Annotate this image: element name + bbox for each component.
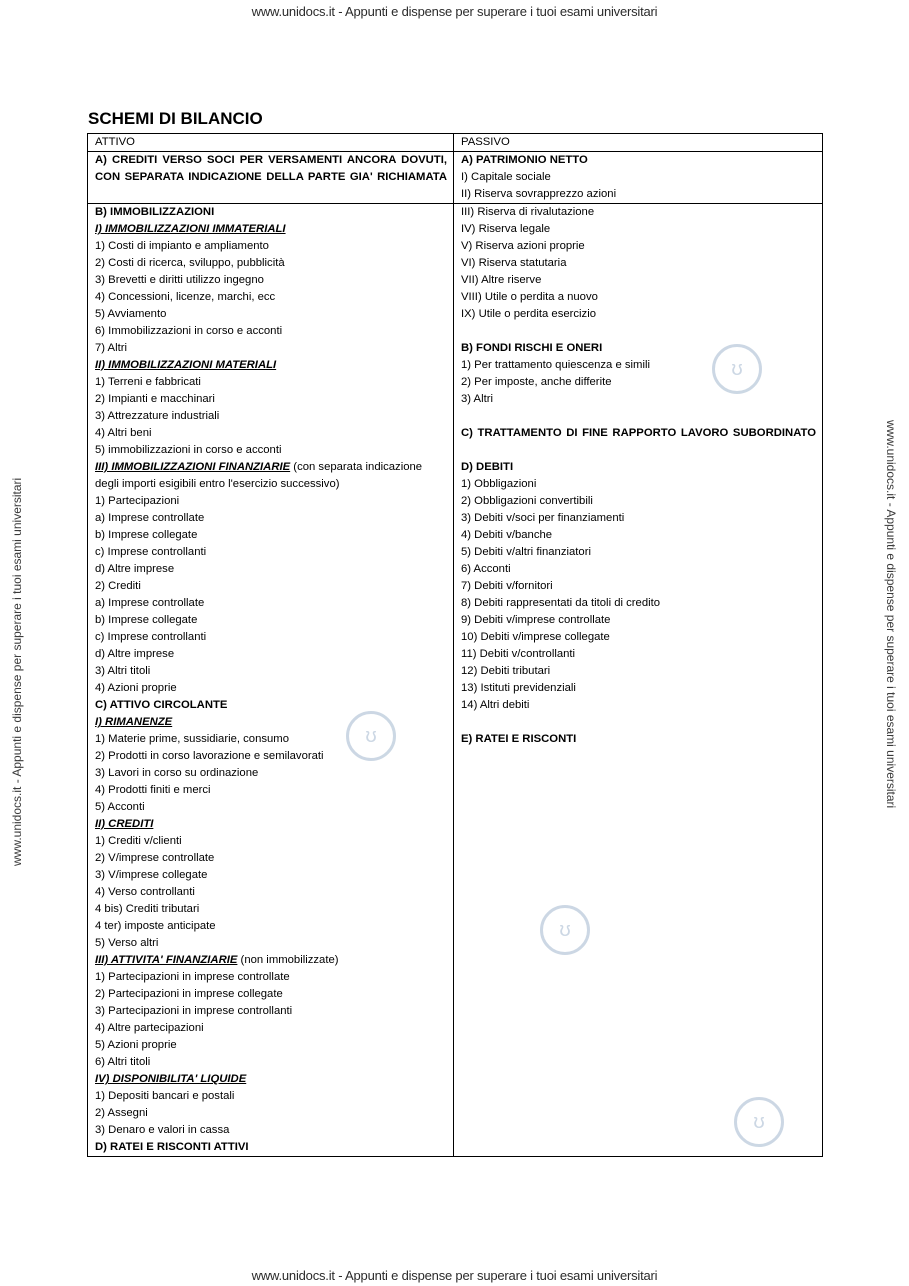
subsection-heading: II) IMMOBILIZZAZIONI MATERIALI xyxy=(95,359,277,371)
spacer xyxy=(461,323,816,340)
spacer xyxy=(461,442,816,459)
list-item: 1) Per trattamento quiescenza e simili xyxy=(461,359,650,371)
list-item: 2) Costi di ricerca, sviluppo, pubblicità xyxy=(95,257,285,269)
list-item: 3) Debiti v/soci per finanziamenti xyxy=(461,512,625,524)
right-side-watermark-text: www.unidocs.it - Appunti e dispense per superare i tuoi esami universitari xyxy=(884,420,898,809)
list-item: 3) Lavori in corso su ordinazione xyxy=(95,767,259,779)
list-item: 2) V/imprese controllate xyxy=(95,852,215,864)
list-item: 6) Acconti xyxy=(461,563,511,575)
patrimonio-netto-cell xyxy=(454,152,823,204)
list-item: 2) Per imposte, anche differite xyxy=(461,376,612,388)
list-item: 5) Azioni proprie xyxy=(95,1039,177,1051)
list-item: c) Imprese controllanti xyxy=(95,546,207,558)
list-item: 4) Altri beni xyxy=(95,427,152,439)
list-item: 6) Altri titoli xyxy=(95,1056,151,1068)
list-item: II) Riserva sovrapprezzo azioni xyxy=(461,188,617,200)
table-header-row xyxy=(88,134,823,152)
section-heading: B) IMMOBILIZZAZIONI xyxy=(95,206,215,218)
spacer xyxy=(461,408,816,425)
subsection-heading: I) IMMOBILIZZAZIONI IMMATERIALI xyxy=(95,223,286,235)
list-item: VI) Riserva statutaria xyxy=(461,257,567,269)
list-item: 3) V/imprese collegate xyxy=(95,869,208,881)
list-item: 9) Debiti v/imprese controllate xyxy=(461,614,611,626)
list-item: 7) Altri xyxy=(95,342,128,354)
list-item: a) Imprese controllate xyxy=(95,512,205,524)
list-item: 6) Immobilizzazioni in corso e acconti xyxy=(95,325,283,337)
unidocs-logo-icon: ʊ xyxy=(540,905,590,955)
crediti-soci-text: A) CREDITI VERSO SOCI PER VERSAMENTI ANCORA DOVUTI, CON SEPARATA INDICAZIONE DELLA PARTE GIA' RICHIAMATA xyxy=(95,154,447,183)
section-heading: D) DEBITI xyxy=(461,461,514,473)
subsection-heading: II) CREDITI xyxy=(95,818,154,830)
left-side-watermark-text: www.unidocs.it - Appunti e dispense per superare i tuoi esami universitari xyxy=(10,477,24,866)
list-item: 3) Partecipazioni in imprese controllanti xyxy=(95,1005,293,1017)
subsection-heading: I) RIMANENZE xyxy=(95,716,173,728)
list-item: 3) Brevetti e diritti utilizzo ingegno xyxy=(95,274,264,286)
list-item: 2) Crediti xyxy=(95,580,141,592)
table-row xyxy=(88,204,823,1157)
list-item: 5) immobilizzazioni in corso e acconti xyxy=(95,444,282,456)
list-item: IV) Riserva legale xyxy=(461,223,551,235)
list-item: 10) Debiti v/imprese collegate xyxy=(461,631,610,643)
section-heading: E) RATEI E RISCONTI xyxy=(461,733,577,745)
spacer xyxy=(461,714,816,731)
list-item: 2) Assegni xyxy=(95,1107,148,1119)
list-item: 1) Crediti v/clienti xyxy=(95,835,182,847)
list-item: IX) Utile o perdita esercizio xyxy=(461,308,596,320)
table-row xyxy=(88,152,823,204)
list-item: d) Altre imprese xyxy=(95,648,175,660)
list-item: 4 ter) imposte anticipate xyxy=(95,920,216,932)
list-item: 4) Concessioni, licenze, marchi, ecc xyxy=(95,291,276,303)
list-item: 3) Attrezzature industriali xyxy=(95,410,220,422)
list-item: 2) Partecipazioni in imprese collegate xyxy=(95,988,283,1000)
list-item: 3) Denaro e valori in cassa xyxy=(95,1124,230,1136)
attivo-main-cell xyxy=(88,204,454,1157)
list-item: 5) Avviamento xyxy=(95,308,167,320)
list-item: I) Capitale sociale xyxy=(461,171,551,183)
section-heading: C) ATTIVO CIRCOLANTE xyxy=(95,699,228,711)
subsection-heading: IV) DISPONIBILITA' LIQUIDE xyxy=(95,1073,247,1085)
unidocs-logo-icon: ʊ xyxy=(346,711,396,761)
subsection-line xyxy=(95,952,447,969)
subsection-note: (con separata indicazione xyxy=(290,461,423,473)
list-item: 2) Obbligazioni convertibili xyxy=(461,495,593,507)
list-item: 4) Verso controllanti xyxy=(95,886,195,898)
list-item: 4) Prodotti finiti e merci xyxy=(95,784,211,796)
subsection-note: (non immobilizzate) xyxy=(237,954,339,966)
list-item: 13) Istituti previdenziali xyxy=(461,682,576,694)
list-item: VIII) Utile o perdita a nuovo xyxy=(461,291,598,303)
list-item: 7) Debiti v/fornitori xyxy=(461,580,553,592)
list-item: 1) Obbligazioni xyxy=(461,478,537,490)
list-item: 1) Partecipazioni in imprese controllate xyxy=(95,971,290,983)
unidocs-logo-icon: ʊ xyxy=(712,344,762,394)
header-watermark-text: www.unidocs.it - Appunti e dispense per superare i tuoi esami universitari xyxy=(251,4,658,19)
list-item: 4) Altre partecipazioni xyxy=(95,1022,204,1034)
footer-watermark-text: www.unidocs.it - Appunti e dispense per superare i tuoi esami universitari xyxy=(251,1268,658,1283)
list-item: 1) Terreni e fabbricati xyxy=(95,376,201,388)
list-item: 5) Acconti xyxy=(95,801,145,813)
section-heading: B) FONDI RISCHI E ONERI xyxy=(461,342,603,354)
list-item: d) Altre imprese xyxy=(95,563,175,575)
list-item: VII) Altre riserve xyxy=(461,274,542,286)
list-item: 8) Debiti rappresentati da titoli di credito xyxy=(461,597,661,609)
list-item: c) Imprese controllanti xyxy=(95,631,207,643)
section-heading: C) TRATTAMENTO DI FINE RAPPORTO LAVORO SUBORDINATO xyxy=(461,427,816,439)
section-heading: D) RATEI E RISCONTI ATTIVI xyxy=(95,1141,249,1153)
list-item: 4 bis) Crediti tributari xyxy=(95,903,200,915)
list-item: a) Imprese controllate xyxy=(95,597,205,609)
balance-sheet-table xyxy=(87,133,823,1157)
patrimonio-netto-heading: A) PATRIMONIO NETTO xyxy=(461,154,588,166)
list-item: b) Imprese collegate xyxy=(95,529,198,541)
list-item: 2) Prodotti in corso lavorazione e semilavorati xyxy=(95,750,324,762)
crediti-soci-cell xyxy=(88,152,454,204)
list-item: 3) Altri titoli xyxy=(95,665,151,677)
list-item: 3) Altri xyxy=(461,393,494,405)
list-item: 1) Costi di impianto e ampliamento xyxy=(95,240,269,252)
list-item: 2) Impianti e macchinari xyxy=(95,393,215,405)
list-item: 12) Debiti tributari xyxy=(461,665,551,677)
subsection-line xyxy=(95,459,447,476)
list-item: 14) Altri debiti xyxy=(461,699,530,711)
passivo-main-cell xyxy=(454,204,823,1157)
list-item: 1) Materie prime, sussidiarie, consumo xyxy=(95,733,289,745)
list-item: III) Riserva di rivalutazione xyxy=(461,206,595,218)
passivo-header: PASSIVO xyxy=(454,134,823,152)
list-item: 4) Debiti v/banche xyxy=(461,529,553,541)
subsection-note: degli importi esigibili entro l'esercizio successivo) xyxy=(95,478,340,490)
subsection-heading: III) ATTIVITA' FINANZIARIE xyxy=(95,954,238,966)
page-title: SCHEMI DI BILANCIO xyxy=(88,109,263,128)
list-item: 5) Verso altri xyxy=(95,937,159,949)
list-item: 11) Debiti v/controllanti xyxy=(461,648,576,660)
list-item: 5) Debiti v/altri finanziatori xyxy=(461,546,591,558)
list-item: 1) Depositi bancari e postali xyxy=(95,1090,235,1102)
attivo-header: ATTIVO xyxy=(88,134,454,152)
list-item: V) Riserva azioni proprie xyxy=(461,240,585,252)
list-item: 1) Partecipazioni xyxy=(95,495,180,507)
list-item: b) Imprese collegate xyxy=(95,614,198,626)
list-item: 4) Azioni proprie xyxy=(95,682,177,694)
subsection-heading: III) IMMOBILIZZAZIONI FINANZIARIE xyxy=(95,461,291,473)
unidocs-logo-icon: ʊ xyxy=(734,1097,784,1147)
